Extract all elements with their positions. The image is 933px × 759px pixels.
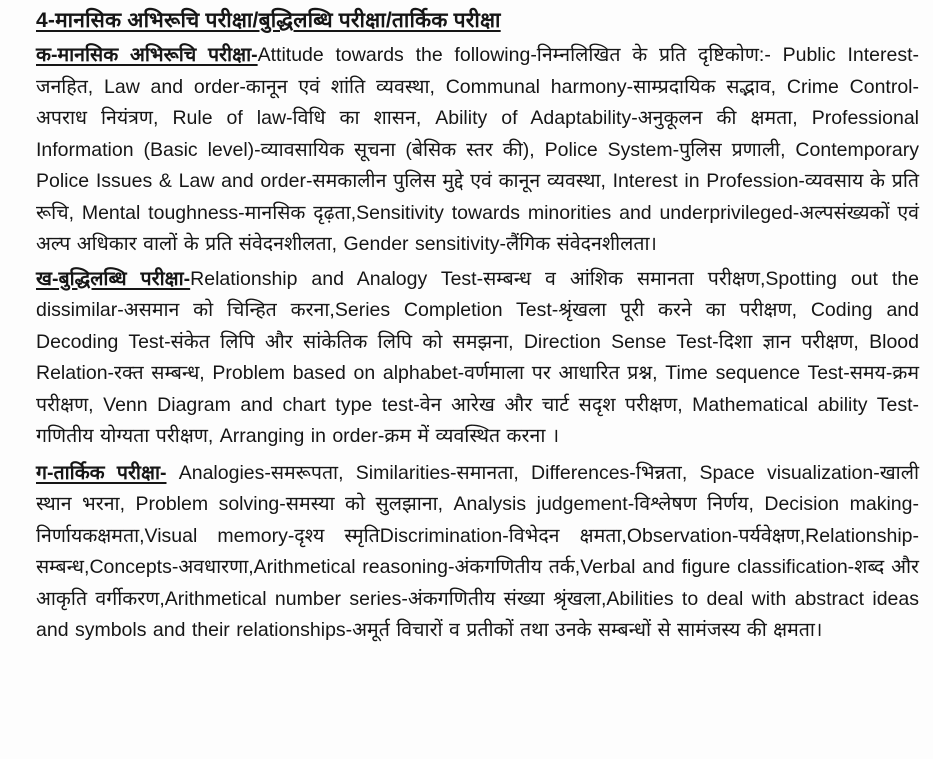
section-gap xyxy=(167,462,179,484)
section-intelligence-quotient-test xyxy=(36,264,919,453)
section-label-reasoning: ग-तार्किक परीक्षा- xyxy=(36,461,167,484)
section-body-intelligence-quotient: Relationship and Analogy Test-सम्बन्ध व आंशिक समानता परीक्षण,Spotting out the dissimilar-असमान को चिन्हित करना,Series Completion Test-श्रृंखला पूरी करने का परीक्षण, Coding and Decoding Test-संकेत लिपि और सांकेतिक लिपि को समझना, Direction Sense Test-दिशा ज्ञान परीक्षण, Blood Relation-रक्त सम्बन्ध, Problem based on alphabet-वर्णमाला पर आधारित प्रश्न, Time sequence Test-समय-क्रम परीक्षण, Venn Diagram and chart type test-वेन आरेख और चार्ट सदृश परीक्षण, Mathematical ability Test-गणितीय योग्यता परीक्षण, Arranging in order-क्रम में व्यवस्थित करना । xyxy=(36,267,919,447)
section-body-reasoning: Analogies-समरूपता, Similarities-समानता, Differences-भिन्नता, Space visualization-खाली स्थान भरना, Problem solving-समस्या को सुलझाना, Analysis judgement-विश्लेषण निर्णय, Decision making-निर्णायकक्षमता,Visual memory-दृश्य स्मृतिDiscrimination-विभेदन क्षमता,Observation-पर्यवेक्षण,Relationship-सम्बन्ध,Concepts-अवधारणा,Arithmetical reasoning-अंकगणितीय तर्क,Verbal and figure classification-शब्द और आकृति वर्गीकरण,Arithmetical number series-अंकगणितीय संख्या श्रृंखला,Abilities to deal with abstract ideas and symbols and their relationships-अमूर्त विचारों व प्रतीकों तथा उनके सम्बन्धों से सामंजस्य की क्षमता। xyxy=(36,461,919,641)
document-title: 4-मानसिक अभिरूचि परीक्षा/बुद्धिलब्धि परीक्षा/तार्किक परीक्षा xyxy=(36,9,501,32)
section-body-mental-aptitude: Attitude towards the following-निम्नलिखित के प्रति दृष्टिकोण:- Public Interest-जनहित, Law and order-कानून एवं शांति व्यवस्था, Communal harmony-साम्प्रदायिक सद्भाव, Crime Control-अपराध नियंत्रण, Rule of law-विधि का शासन, Ability of Adaptability-अनुकूलन की क्षमता, Professional Information (Basic level)-व्यावसायिक सूचना (बेसिक स्तर की), Police System-पुलिस प्रणाली, Contemporary Police Issues & Law and order-समकालीन पुलिस मुद्दे एवं कानून व्यवस्था, Interest in Profession-व्यवसाय के प्रति रूचि, Mental toughness-मानसिक दृढ़ता,Sensitivity towards minorities and underprivileged-अल्पसंख्यकों एवं अल्प अधिकार वालों के प्रति संवेदनशीलता, Gender sensitivity-लैंगिक संवेदनशीलता। xyxy=(36,44,919,255)
section-label-mental-aptitude: क-मानसिक अभिरूचि परीक्षा- xyxy=(36,44,258,66)
section-mental-aptitude-test xyxy=(36,40,919,261)
section-label-intelligence-quotient: ख-बुद्धिलब्धि परीक्षा- xyxy=(36,267,191,290)
section-reasoning-test xyxy=(36,458,919,647)
